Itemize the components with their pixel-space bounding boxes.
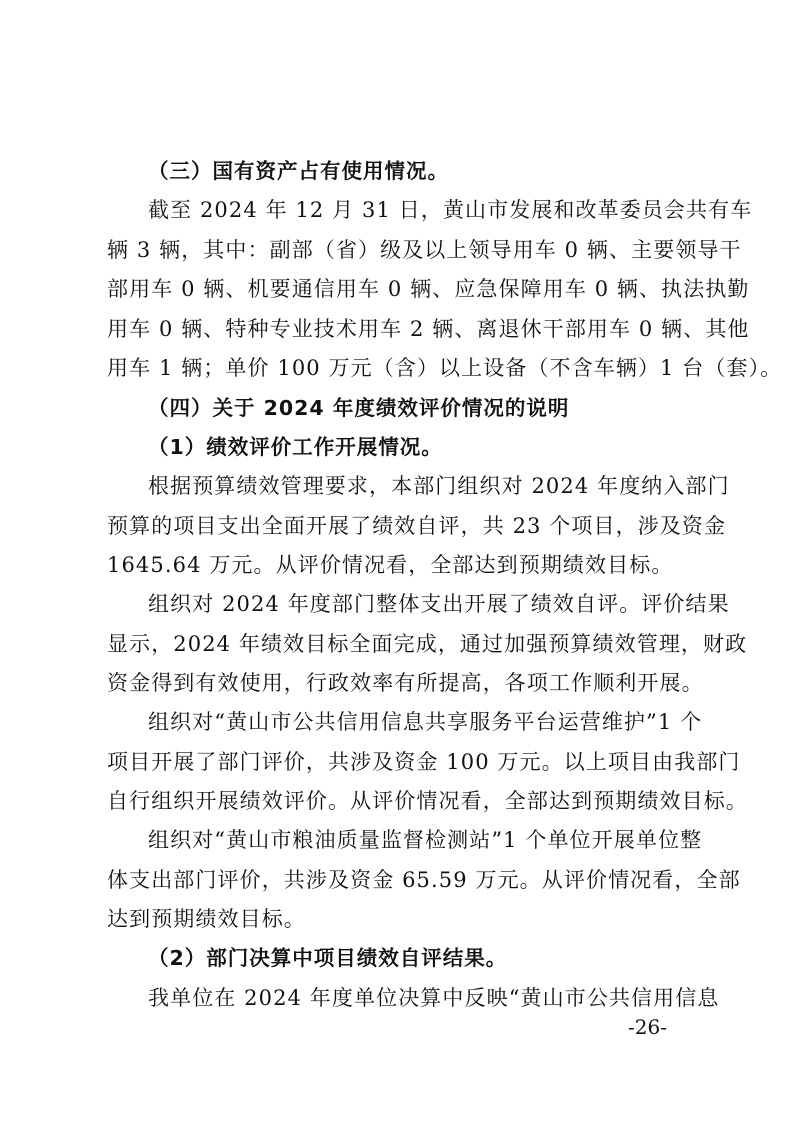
paragraph-line: 达到预期绩效目标。: [107, 907, 306, 931]
paragraph-line: 组织对 2024 年度部门整体支出开展了绩效自评。评价结果: [148, 592, 730, 616]
paragraph-line: 部用车 0 辆、机要通信用车 0 辆、应急保障用车 0 辆、执法执勤: [107, 277, 750, 301]
section-heading-state-assets: （三）国有资产占有使用情况。: [148, 159, 449, 183]
paragraph-line: 用车 1 辆；单价 100 万元（含）以上设备（不含车辆）1 台（套）。: [107, 356, 783, 380]
paragraph-line: 我单位在 2024 年度单位决算中反映“黄山市公共信用信息: [148, 986, 720, 1010]
section-heading-performance: （四）关于 2024 年度绩效评价情况的说明: [148, 396, 570, 420]
paragraph-line: 组织对“黄山市粮油质量监督检测站”1 个单位开展单位整: [148, 828, 703, 852]
paragraph-line: 截至 2024 年 12 月 31 日，黄山市发展和改革委员会共有车: [148, 198, 753, 222]
paragraph-line: 体支出部门评价，共涉及资金 65.59 万元。从评价情况看，全部: [107, 868, 741, 892]
page-number: -26-: [628, 1015, 667, 1039]
paragraph-line: 预算的项目支出全面开展了绩效自评，共 23 个项目，涉及资金: [107, 514, 727, 538]
paragraph-line: 显示，2024 年绩效目标全面完成，通过加强预算绩效管理，财政: [107, 632, 748, 656]
paragraph-line: 用车 0 辆、特种专业技术用车 2 辆、离退休干部用车 0 辆、其他: [107, 317, 750, 341]
subheading-project-self-eval: （2）部门决算中项目绩效自评结果。: [148, 946, 508, 970]
paragraph-line: 辆 3 辆，其中：副部（省）级及以上领导用车 0 辆、主要领导干: [107, 238, 742, 262]
paragraph-line: 组织对“黄山市公共信用信息共享服务平台运营维护”1 个: [148, 710, 703, 734]
subheading-performance-work: （1）绩效评价工作开展情况。: [148, 435, 443, 459]
paragraph-line: 1645.64 万元。从评价情况看，全部达到预期绩效目标。: [107, 553, 674, 577]
paragraph-line: 资金得到有效使用，行政效率有所提高，各项工作顺利开展。: [107, 671, 704, 695]
paragraph-line: 根据预算绩效管理要求，本部门组织对 2024 年度纳入部门: [148, 474, 730, 498]
paragraph-line: 自行组织开展绩效评价。从评价情况看，全部达到预期绩效目标。: [107, 789, 748, 813]
paragraph-line: 项目开展了部门评价，共涉及资金 100 万元。以上项目由我部门: [107, 750, 741, 774]
